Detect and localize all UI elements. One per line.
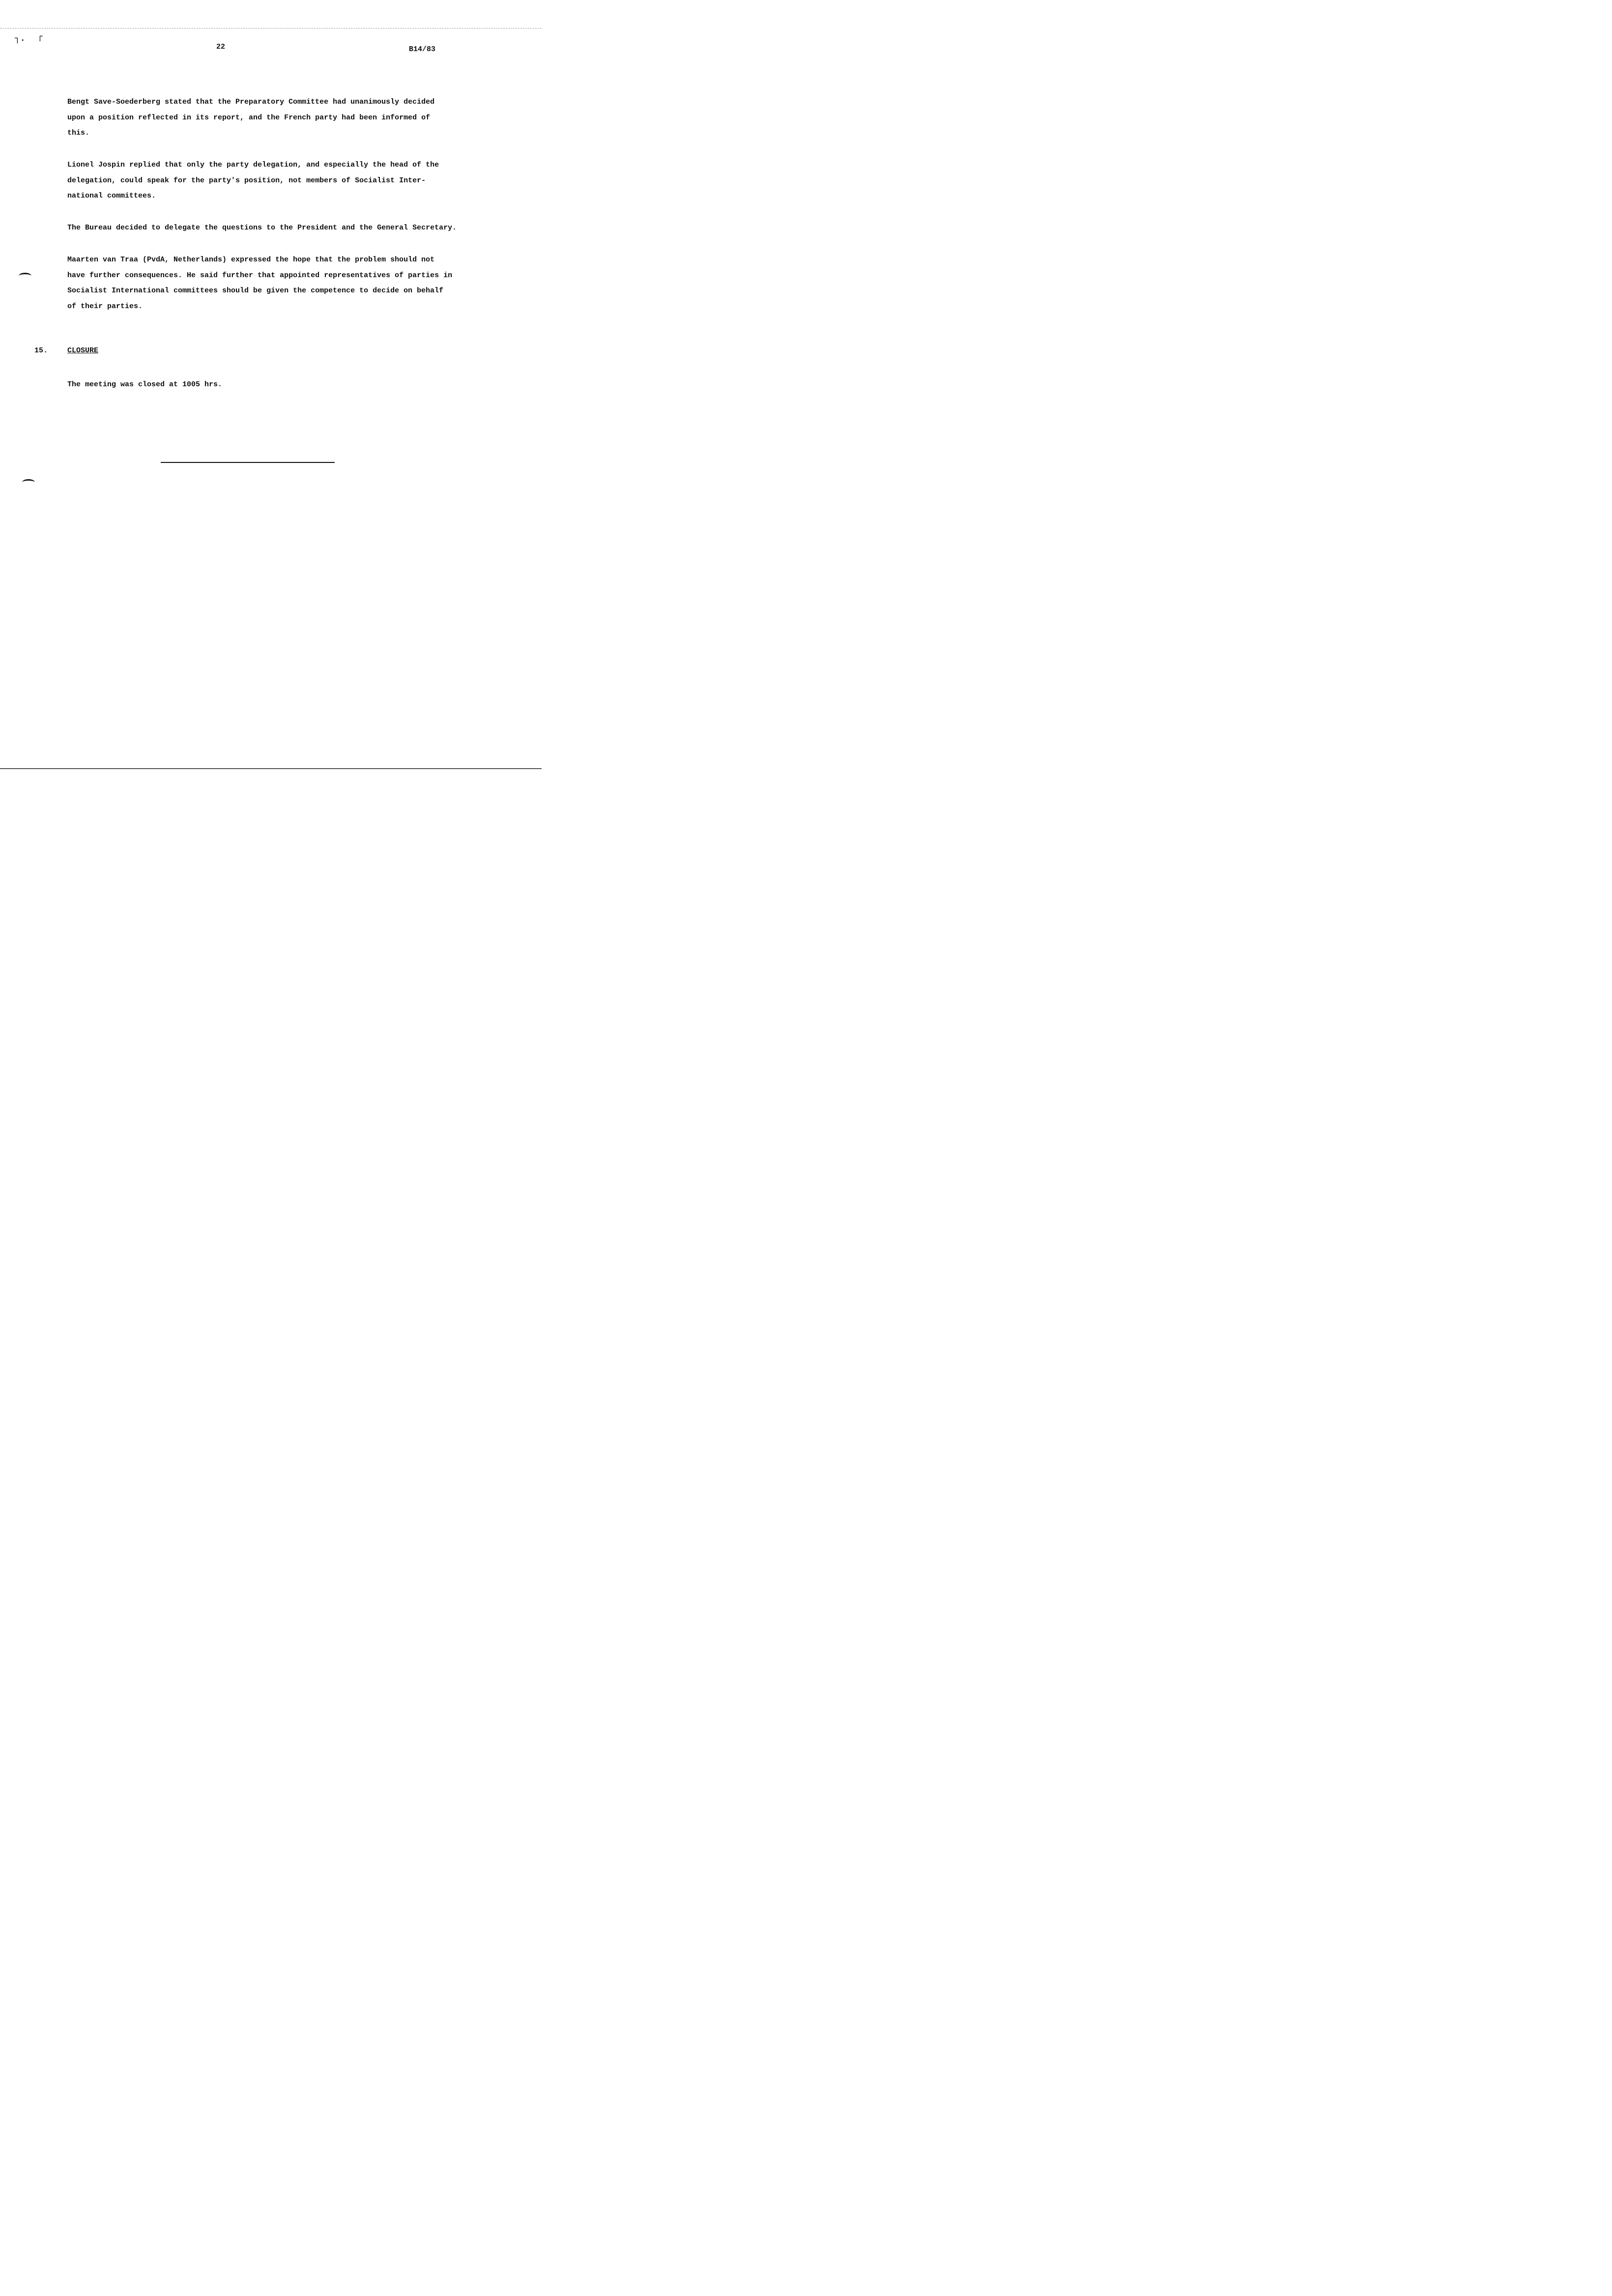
hole-punch-mark-upper xyxy=(19,273,31,279)
punch-mark-left: ┐. xyxy=(15,34,26,44)
paragraph-bureau-decision: The Bureau decided to delegate the questions to the President and the General Secretary. xyxy=(67,224,457,232)
hole-punch-mark-lower xyxy=(22,479,35,486)
section-number: 15. xyxy=(34,346,48,355)
scan-edge-top xyxy=(0,28,542,29)
section-title: CLOSURE xyxy=(67,346,99,355)
closure-text: The meeting was closed at 1005 hrs. xyxy=(67,380,223,389)
paragraph-van-traa: Maarten van Traa (PvdA, Netherlands) expressed the hope that the problem should not have further consequences. He said further that appointed representatives of parties in Socialist International committees should be given the competence to decide on behalf of their parties. xyxy=(67,256,453,311)
end-of-document-rule xyxy=(161,462,335,463)
page-number: 22 xyxy=(216,43,226,51)
paragraph-save-soederberg: Bengt Save-Soederberg stated that the Preparatory Committee had unanimously decided upon a position reflected in its report, and the French party had been informed of this. xyxy=(67,98,435,137)
paragraph-jospin: Lionel Jospin replied that only the party delegation, and especially the head of the delegation, could speak for the party's position, not members of Socialist Inter- national committees. xyxy=(67,161,439,200)
punch-mark-right: ┌ xyxy=(37,32,43,42)
document-reference: B14/83 xyxy=(409,45,436,54)
scan-edge-bottom xyxy=(0,768,542,769)
